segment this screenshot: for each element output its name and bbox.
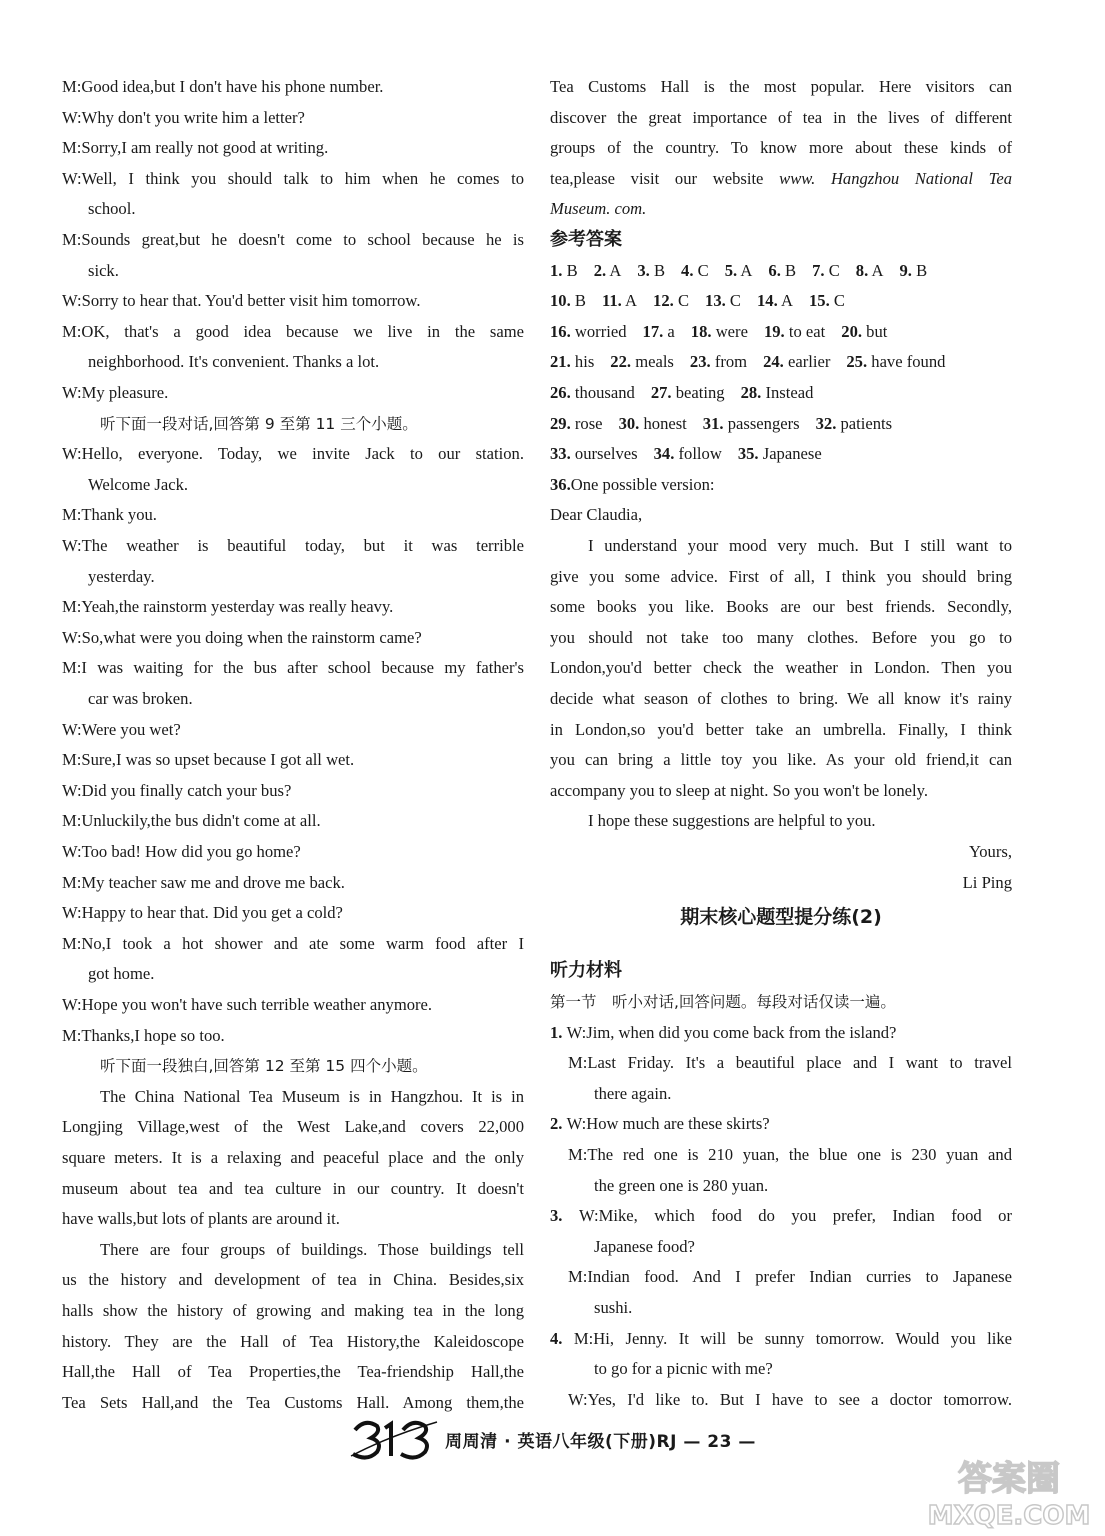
answer-value: were [715,321,748,341]
answer-item [703,409,800,439]
line-text: Indian food. And I prefer Indian curries to Japanese [587,1267,1012,1287]
answer-number: 26. [550,383,571,402]
item-number: 2. [550,1114,563,1134]
speaker-label: W: [568,1389,588,1409]
text-line [62,225,524,255]
website-line [550,194,1012,224]
essay-line: give you some advice. First of all, I think you should bring [550,566,1012,586]
speaker-label: W: [62,536,82,555]
answer-row [550,409,1012,439]
text-line: groups of the country. To know more about these kinds of [550,138,1012,158]
line-text: Happy to hear that. Did you get a cold? [81,903,343,923]
answer-number: 9. [899,260,912,280]
answer-value: but [866,321,888,341]
answer-number: 1. [550,260,563,280]
line-text: Hall,the Hall of Tea Properties,the Tea-friendship Hall,the [62,1362,524,1382]
answer-item [741,378,814,408]
text-line [62,347,524,377]
text-line [62,531,524,561]
line-text: Hi, Jenny. It will be sunny tomorrow. Would you like [593,1328,1012,1348]
essay-line: London,you'd better check the weather in London. Then you [550,658,1012,678]
answer-item [738,439,822,469]
answer-item [705,286,741,316]
speaker-label: W: [62,842,82,861]
text-line [62,164,524,194]
speaker-label: M: [62,811,82,831]
letter-closing: Yours, [968,842,1012,861]
footer-text: 周周清 · 英语八年级(下册)RJ — 23 — [445,1431,756,1452]
answer-number: 12. [653,291,674,311]
text-line [62,898,524,928]
answer-number: 22. [610,352,632,372]
line-text: neighborhood. It's convenient. Thanks a lot. [88,352,380,372]
answer-number: 14. [757,291,778,311]
answer-value: patients [840,413,893,433]
answer-item [550,409,603,439]
answer-value: A [740,260,753,280]
text-line [62,1296,524,1326]
line-text: My teacher saw me and drove me back. [81,872,345,892]
watermark-logo-icon [919,1452,1099,1532]
answer-value: C [697,260,709,280]
speaker-label: W: [62,903,82,923]
speaker-label: M: [62,933,82,953]
line-text: One possible version: [570,474,715,494]
text-line [62,959,524,989]
essay-line: accompany you to sleep at night. So you won't be lonely. [550,780,928,800]
answer-value: B [916,260,928,280]
answer-value: C [833,291,845,311]
answer-number: 34. [653,444,675,464]
line-text: Unluckily,the bus didn't come at all. [81,811,321,831]
answer-item [856,256,884,286]
answer-value: thousand [574,383,635,402]
speaker-label: M: [568,1053,588,1073]
answer-item [594,256,622,286]
line-text: sick. [88,260,119,280]
answer-row [550,378,1012,408]
text-line [62,1174,524,1204]
answer-item [550,378,635,408]
speaker-label: M: [62,1025,82,1045]
answer-row [550,317,1012,347]
speaker-label: M: [62,230,82,249]
speaker-label: W: [62,719,82,739]
answer-number: 30. [618,413,640,433]
answer-item [602,286,637,316]
listening-line [550,1018,1012,1048]
answer-number: 16. [550,321,571,341]
answer-value: A [625,291,638,311]
answer-number: 10. [550,291,571,311]
answer-item [764,317,825,347]
essay-line: in London,so you'd better take an umbrella. Finally, I think [550,719,1012,739]
text-line [62,317,524,347]
speaker-label: M: [62,321,82,341]
line-text: halls show the history of growing and making tea in the long [62,1301,524,1320]
answer-number: 29. [550,413,571,433]
line-text: Were you wet? [81,719,181,739]
answer-value: to eat [788,321,826,341]
answer-item [690,347,747,377]
answer-number: 19. [763,321,785,341]
line-text: How much are these skirts? [586,1114,770,1134]
line-text: OK, that's a good idea because we live in the same [81,321,524,341]
text-line [62,623,524,653]
answer-item [610,347,674,377]
answer-item [619,409,687,439]
essay-line: you should not take too many clothes. Before you go to [550,627,1012,647]
item-number: 4. [550,1328,563,1348]
text-line [62,684,524,714]
speaker-label: M: [62,77,82,96]
answer-value: rose [574,413,603,433]
answer-row [550,347,1012,377]
speaker-label: W: [566,1022,587,1042]
answer-value: B [653,260,666,280]
answer-item [841,317,887,347]
speaker-label: W: [62,383,82,402]
line-text: Well, I think you should talk to him when he comes to [81,168,524,188]
line-text: Sorry,I am really not good at writing. [81,138,329,158]
answer-item [725,256,753,286]
text-line [62,1327,524,1357]
answer-number: 4. [681,260,694,280]
line-text: to go for a picnic with me? [594,1359,773,1379]
answer-value: A [609,260,622,280]
speaker-label: W: [62,444,82,464]
text-line [62,1357,524,1387]
answer-value: passengers [727,413,800,433]
answer-row [550,286,1012,316]
text-line: Tea Customs Hall is the most popular. Here visitors can [550,77,1012,96]
text-line [62,1082,524,1112]
text-line [62,470,524,500]
text-line [62,1204,524,1234]
answer-number: 27. [650,383,672,402]
svg-text:MXQE.COM: MXQE.COM [927,1501,1091,1531]
speaker-label: M: [62,505,82,525]
line-text: 听下面一段独白,回答第 12 至第 15 四个小题。 [100,1057,428,1076]
text-line [62,286,524,316]
speaker-label: M: [62,658,82,678]
answer-item [763,347,830,377]
line-text: Too bad! How did you go home? [81,842,301,861]
text-line [62,1265,524,1295]
answer-item [653,286,689,316]
answer-value: B [785,260,797,280]
answer-number: 18. [690,321,712,341]
essay-line: I understand your mood very much. But I still want to [588,536,1012,555]
text-line [62,194,524,224]
line-text: Yeah,the rainstorm yesterday was really heavy. [81,597,394,617]
listening-line [550,1354,1012,1384]
line-text: The China National Tea Museum is in Hangzhou. It is in [100,1086,524,1106]
answer-number: 24. [763,352,784,372]
answer-number: 11. [601,291,622,311]
line-text: Yes, I'd like to. But I have to see a doctor tomorrow. [587,1389,1012,1409]
answer-number: 2. [593,260,607,280]
section-instruction [62,1051,524,1081]
answer-number: 7. [812,260,825,280]
line-text: Thanks,I hope so too. [81,1025,225,1045]
line-text: There are four groups of buildings. Those buildings tell [100,1239,524,1259]
answer-value: Instead [765,383,814,402]
text-line [62,378,524,408]
line-text: us the history and development of tea in China. Besides,six [62,1270,524,1290]
answer-value: A [780,291,793,311]
listening-line [550,1385,1012,1415]
answer-number: 31. [702,413,724,433]
svg-text:答案圈: 答案圈 [958,1459,1060,1499]
answer-item [899,256,927,286]
line-text: Welcome Jack. [88,474,189,494]
essay-greeting: Dear Claudia, [550,505,643,525]
listening-line [550,1079,1012,1109]
text-line [62,1021,524,1051]
answer-item [654,439,722,469]
answer-item [757,286,793,316]
answers-heading: 参考答案 [550,229,622,250]
answer-item [812,256,840,286]
text-line [62,837,524,867]
answer-item [550,347,594,377]
text-line [62,133,524,163]
line-text: Good idea,but I don't have his phone number. [81,77,384,96]
answer-number: 36. [550,474,571,494]
answer-number: 25. [846,352,868,372]
text-line [62,1112,524,1142]
answer-number: 28. [740,383,762,402]
line-text: Thank you. [81,505,157,525]
answer-value: B [566,260,578,280]
answer-item [550,256,578,286]
line-text: Hello, everyone. Today, we invite Jack to our station. [81,444,524,464]
text-line [62,929,524,959]
text-line [62,500,524,530]
answer-number: 17. [642,321,664,341]
section-instruction [62,409,524,439]
answer-item [846,347,945,377]
essay-line: you can bring a little toy you like. As your old friend,it can [550,750,1012,770]
answer-number: 13. [705,291,726,311]
brand-logo-icon [349,1416,439,1462]
answer-item [768,256,796,286]
text-line [62,990,524,1020]
line-text: No,I took a hot shower and ate some warm food after I [81,933,524,953]
speaker-label: W: [62,780,82,800]
listening-heading: 听力材料 [550,960,622,982]
answer-number: 8. [855,260,869,280]
text-line [62,103,524,133]
answer-item [550,286,586,316]
answer-value: honest [643,413,687,433]
line-text: Sounds great,but he doesn't come to school because he is [81,230,524,249]
text-line [62,72,524,102]
line-text: Tea Sets Hall,and the Tea Customs Hall. Among them,the [62,1392,524,1412]
line-text: school. [88,199,136,219]
line-text: So,what were you doing when the rainstorm came? [81,627,422,647]
speaker-label: W: [62,627,82,647]
answer-value: B [574,291,586,311]
answer-number: 5. [724,260,738,280]
answer-row [550,439,1012,469]
line-text: car was broken. [88,689,193,708]
listening-line [550,1293,1012,1323]
line-text: got home. [88,964,155,984]
line-text: square meters. It is a relaxing and peaceful place and the only [62,1148,524,1167]
line-text: Did you finally catch your bus? [81,780,292,800]
item-number: 3. [550,1206,563,1226]
line-text: sushi. [594,1297,633,1317]
line-text: Hope you won't have such terrible weather anymore. [81,995,433,1014]
listening-line [550,1201,1012,1231]
answer-value: a [667,321,675,341]
answer-value: from [714,352,748,372]
answer-item [816,409,893,439]
listening-section-label: 第一节 听小对话,回答问题。每段对话仅读一遍。 [550,992,896,1011]
listening-line [550,1262,1012,1292]
speaker-label: M: [573,1328,594,1348]
line-text: tea,please visit our website [550,168,780,188]
answer-value: earlier [787,352,831,372]
item-number: 1. [550,1022,563,1042]
answer-item [643,317,675,347]
speaker-label: M: [62,138,82,158]
line-text: Japanese food? [594,1236,695,1256]
answer-value: C [729,291,741,311]
essay-line: some books you like. Books are our best friends. Secondly, [550,597,1012,617]
answer-value: Japanese [762,444,822,464]
line-text: history. They are the Hall of Tea History,the Kaleidoscope [62,1331,524,1351]
line-text: the green one is 280 yuan. [594,1175,769,1195]
essay-line: decide what season of clothes to bring. We all know it's rainy [550,689,1012,708]
line-text: Sorry to hear that. You'd better visit him tomorrow. [81,291,421,311]
line-text: I was waiting for the bus after school because my father's [81,658,524,678]
answer-number: 20. [841,321,863,341]
answer-value: worried [574,321,627,341]
text-line [62,439,524,469]
line-text: have walls,but lots of plants are around it. [62,1209,340,1229]
answer-value: C [677,291,690,311]
speaker-label: M: [62,597,82,617]
listening-line [550,1324,1012,1354]
answer-number: 15. [808,291,830,311]
speaker-label: W: [62,291,82,311]
answer-number: 3. [637,260,650,280]
answer-value: meals [635,352,674,372]
listening-line [550,1109,1012,1139]
answer-value: follow [678,444,722,464]
line-text: Why don't you write him a letter? [81,107,305,127]
answer-item [681,256,709,286]
speaker-label: W: [62,168,82,188]
answer-value: his [574,352,595,372]
text-line [62,592,524,622]
website-line [550,164,1012,194]
line-text: My pleasure. [81,383,169,402]
text-line [62,776,524,806]
line-text: The red one is 210 yuan, the blue one is 230 yuan and [587,1144,1012,1164]
line-text: there again. [594,1083,672,1103]
answer-number: 21. [550,352,571,372]
answer-item [809,286,845,316]
text-line [62,1235,524,1265]
speaker-label: M: [62,750,82,770]
answer-value: have found [871,352,946,372]
listening-line [550,1140,1012,1170]
text-line: discover the great importance of tea in the lives of different [550,107,1012,127]
letter-signature: Li Ping [962,872,1012,892]
listening-line [550,1048,1012,1078]
text-line [62,1143,524,1173]
listening-line [550,1232,1012,1262]
answer-item [550,439,638,469]
answer-value: A [871,260,884,280]
answer-number: 33. [550,444,571,464]
answer-value: C [828,260,840,280]
answer-number: 35. [737,444,759,464]
text-line [62,806,524,836]
line-text: 听下面一段对话,回答第 9 至第 11 三个小题。 [100,414,418,433]
line-text: museum about tea and tea culture in our country. It doesn't [62,1178,524,1198]
line-text: Longjing Village,west of the West Lake,and covers 22,000 [62,1117,524,1137]
speaker-label: W: [62,995,82,1014]
line-text: Last Friday. It's a beautiful place and I want to travel [587,1053,1012,1073]
text-line [62,562,524,592]
section-title: 期末核心题型提分练(2) [680,906,882,929]
listening-line [550,1171,1012,1201]
text-line [62,745,524,775]
speaker-label: W: [566,1114,587,1134]
line-text: Sure,I was so upset because I got all wet. [81,750,355,770]
line-text: Jim, when did you come back from the island? [586,1022,897,1042]
answer-number: 6. [768,260,781,280]
text-line [62,653,524,683]
answer-number: 23. [689,352,711,372]
text-line [62,868,524,898]
answer-item [637,256,665,286]
essay-line: I hope these suggestions are helpful to you. [588,811,876,831]
speaker-label: M: [568,1267,588,1287]
speaker-label: W: [62,107,82,127]
answer-row [550,256,1012,286]
answer-value: ourselves [574,444,638,464]
answer-item [550,317,627,347]
line-text: Mike, which food do you prefer, Indian food or [598,1206,1012,1226]
website-url: Museum. com. [550,199,647,219]
answer-number: 32. [815,413,837,433]
speaker-label: M: [568,1144,588,1164]
answer-item [691,317,748,347]
speaker-label: W: [578,1206,599,1226]
line-text: The weather is beautiful today, but it was terrible [81,536,524,555]
text-line [62,256,524,286]
text-line [62,715,524,745]
answer-item [651,378,725,408]
speaker-label: M: [62,872,82,892]
essay-intro [550,470,1012,500]
line-text: yesterday. [88,566,155,586]
answer-value: beating [675,383,725,402]
website-url: www. Hangzhou National Tea [779,168,1012,188]
